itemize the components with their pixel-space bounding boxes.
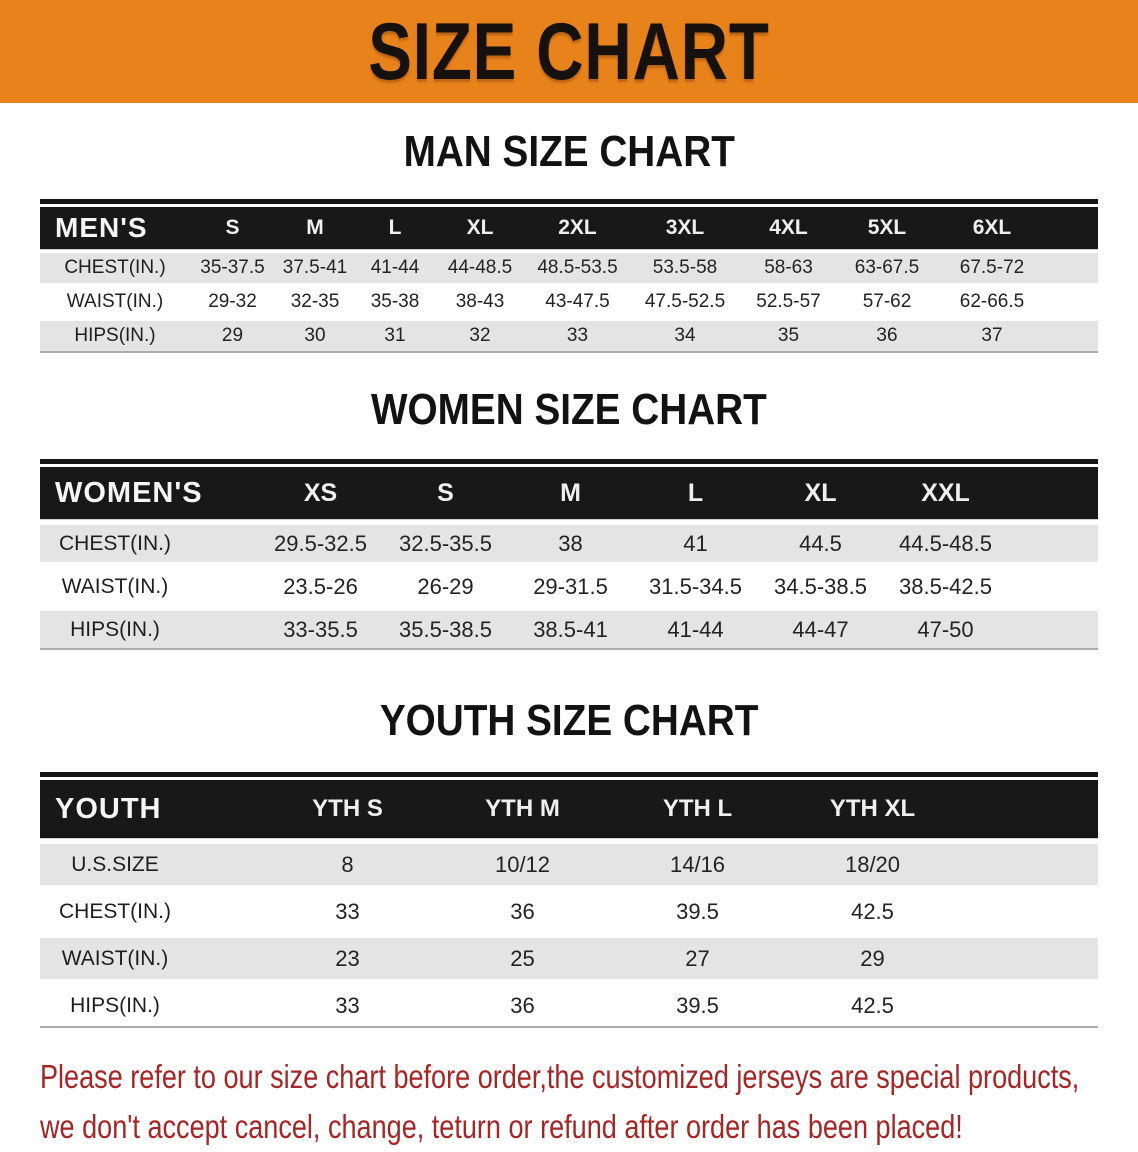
table-row [40, 525, 1098, 562]
cell-value: 48.5-53.5 [537, 257, 618, 278]
cell-value: 31.5-34.5 [649, 573, 742, 599]
cell-value: 41-44 [370, 257, 420, 278]
table-row [40, 611, 1098, 648]
cell-value: 38-43 [455, 291, 505, 312]
men-heading-wrap [0, 127, 1138, 177]
cell-value: 29-32 [208, 291, 257, 312]
cell-value: 25 [510, 945, 535, 971]
cell-value: 10/12 [494, 851, 551, 877]
men-section-heading: MAN SIZE CHART [403, 127, 735, 176]
cell-value: 47.5-52.5 [644, 291, 726, 312]
cell-value: 14/16 [669, 851, 726, 877]
cell-value: 37.5-41 [282, 257, 348, 278]
table-row [40, 844, 1098, 885]
cell-value: 58-63 [764, 257, 813, 278]
table-header-row [40, 207, 1098, 249]
column-header: YTH S [312, 795, 383, 822]
cell-value: 39.5 [676, 992, 719, 1018]
youth-size-table [40, 772, 1098, 1028]
cell-value: 34 [674, 325, 696, 346]
column-header: 4XL [769, 216, 808, 239]
cell-value: 44.5-48.5 [899, 530, 992, 556]
disclaimer-line-2: we don't accept cancel, change, teturn or refund after order has been placed! [40, 1108, 963, 1146]
column-header: XL [466, 216, 494, 239]
men-size-section [0, 127, 1138, 353]
table-row [40, 321, 1098, 351]
cell-value: 35-38 [370, 291, 420, 312]
column-header: XS [303, 478, 338, 507]
table-header-row [40, 467, 1098, 519]
table-header-row [40, 780, 1098, 838]
column-header: L [388, 216, 402, 239]
cell-value: 39.5 [676, 898, 719, 924]
cell-value: 62-66.5 [959, 291, 1025, 312]
youth-size-section [0, 696, 1138, 1028]
cell-value: 31 [384, 325, 406, 346]
cell-value: 35-37.5 [200, 257, 265, 278]
table-row [40, 891, 1098, 932]
table-row [40, 568, 1098, 605]
women-heading-wrap [0, 385, 1138, 435]
cell-value: 32.5-35.5 [399, 530, 492, 556]
table-row [40, 985, 1098, 1026]
column-header: L [687, 478, 704, 507]
column-header: XXL [921, 478, 970, 507]
cell-value: 29 [860, 945, 885, 971]
cell-value: 32 [469, 325, 491, 346]
banner-title: SIZE CHART [368, 5, 770, 97]
youth-section-heading: YOUTH SIZE CHART [379, 696, 759, 745]
cell-value: 26-29 [417, 573, 474, 599]
women-size-table [40, 459, 1098, 650]
cell-value: 33 [566, 325, 589, 346]
women-size-section [0, 385, 1138, 650]
column-header: XL [804, 478, 837, 507]
cell-value: 30 [304, 325, 326, 346]
cell-value: 33 [335, 898, 360, 924]
disclaimer-note [40, 1052, 1138, 1152]
cell-value: 44-47 [792, 616, 849, 642]
cell-value: 36 [876, 325, 898, 346]
cell-value: 41 [683, 530, 708, 556]
cell-value: 33 [335, 992, 360, 1018]
cell-value: 27 [685, 945, 710, 971]
row-label: CHEST(IN.) [59, 531, 171, 555]
column-header: 3XL [665, 216, 705, 239]
cell-value: 18/20 [844, 851, 901, 877]
men-size-table [40, 199, 1098, 353]
table-row [40, 287, 1098, 317]
column-header: 2XL [558, 216, 597, 239]
column-header: YTH L [662, 795, 733, 822]
cell-value: 34.5-38.5 [774, 573, 867, 599]
column-header: S [437, 478, 454, 507]
table-row [40, 938, 1098, 979]
cell-value: 29-31.5 [533, 573, 608, 599]
table-header-label: WOMEN'S [55, 476, 203, 509]
cell-value: 42.5 [851, 898, 894, 924]
cell-value: 47-50 [917, 616, 974, 642]
column-header: 5XL [867, 216, 907, 239]
row-label: U.S.SIZE [71, 852, 159, 876]
cell-value: 38.5-41 [533, 616, 608, 642]
cell-value: 29.5-32.5 [274, 530, 367, 556]
row-label: WAIST(IN.) [61, 946, 169, 970]
row-label: HIPS(IN.) [70, 617, 160, 641]
column-header: S [225, 216, 240, 239]
cell-value: 52.5-57 [756, 291, 821, 312]
cell-value: 36 [510, 992, 535, 1018]
cell-value: 23 [335, 945, 360, 971]
cell-value: 63-67.5 [854, 257, 920, 278]
cell-value: 36 [510, 898, 535, 924]
column-header: YTH XL [829, 795, 916, 822]
cell-value: 38 [558, 530, 583, 556]
cell-value: 42.5 [851, 992, 894, 1018]
cell-value: 33-35.5 [283, 616, 358, 642]
table-header-label: MEN'S [55, 212, 148, 243]
women-section-heading: WOMEN SIZE CHART [371, 385, 767, 434]
row-label: HIPS(IN.) [74, 325, 156, 346]
cell-value: 43-47.5 [545, 291, 610, 312]
cell-value: 23.5-26 [283, 573, 358, 599]
cell-value: 67.5-72 [959, 257, 1025, 278]
cell-value: 41-44 [667, 616, 724, 642]
youth-heading-wrap [0, 696, 1138, 746]
cell-value: 35.5-38.5 [399, 616, 492, 642]
row-label: HIPS(IN.) [70, 993, 160, 1017]
cell-value: 44.5 [799, 530, 842, 556]
row-label: CHEST(IN.) [64, 257, 166, 278]
cell-value: 57-62 [862, 291, 912, 312]
column-header: M [306, 216, 324, 239]
table-header-label: YOUTH [55, 792, 162, 825]
cell-value: 37 [981, 325, 1003, 346]
cell-value: 38.5-42.5 [899, 573, 992, 599]
size-chart-banner [0, 0, 1138, 103]
column-header: M [560, 478, 581, 507]
table-row [40, 253, 1098, 283]
cell-value: 44-48.5 [447, 257, 513, 278]
disclaimer-line-1: Please refer to our size chart before order,the customized jerseys are special products, [40, 1058, 1080, 1095]
cell-value: 29 [221, 325, 244, 346]
cell-value: 35 [777, 325, 800, 346]
cell-value: 53.5-58 [652, 257, 718, 278]
cell-value: 8 [341, 851, 354, 877]
column-header: 6XL [972, 216, 1012, 239]
row-label: WAIST(IN.) [61, 574, 169, 598]
column-header: YTH M [485, 795, 560, 822]
row-label: CHEST(IN.) [59, 899, 171, 923]
row-label: WAIST(IN.) [66, 291, 164, 312]
cell-value: 32-35 [290, 291, 340, 312]
